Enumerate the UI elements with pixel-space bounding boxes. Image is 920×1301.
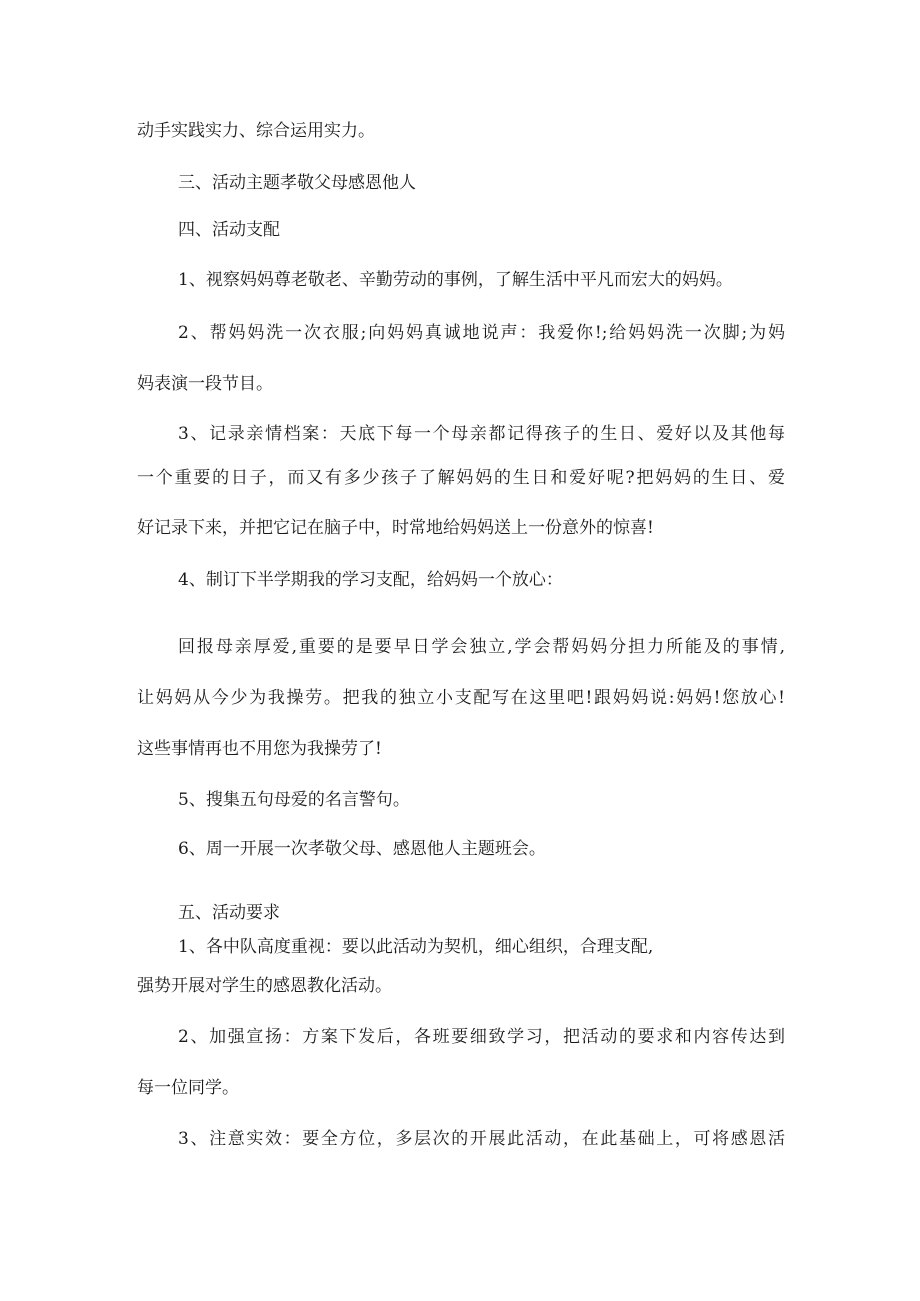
list-item: 5、搜集五句母爱的名言警句。 [178, 790, 410, 810]
paragraph-line: 让妈妈从今少为我操劳。把我的独立小支配写在这里吧!跟妈妈说:妈妈!您放心! [137, 688, 785, 708]
list-item: 3、注意实效：要全方位，多层次的开展此活动，在此基础上，可将感恩活 [178, 1129, 785, 1149]
paragraph-line: 一个重要的日子，而又有多少孩子了解妈妈的生日和爱好呢?把妈妈的生日、爱 [137, 468, 785, 488]
list-item: 2、加强宣扬：方案下发后，各班要细致学习，把活动的要求和内容传达到 [178, 1027, 785, 1047]
list-item: 6、周一开展一次孝敬父母、感恩他人主题班会。 [178, 839, 546, 859]
paragraph-line: 强势开展对学生的感恩教化活动。 [137, 976, 392, 996]
paragraph-line: 回报母亲厚爱,重要的是要早日学会独立,学会帮妈妈分担力所能及的事情, [178, 637, 785, 657]
paragraph-line: 每一位同学。 [137, 1078, 239, 1098]
list-item: 2、帮妈妈洗一次衣服;向妈妈真诚地说声：我爱你!;给妈妈洗一次脚;为妈 [178, 323, 785, 343]
paragraph-line: 妈表演一段节目。 [137, 374, 273, 394]
paragraph-line: 好记录下来，并把它记在脑子中，时常地给妈妈送上一份意外的惊喜! [137, 518, 654, 538]
section-heading-requirements: 五、活动要求 [178, 903, 280, 923]
list-item: 1、各中队高度重视：要以此活动为契机，细心组织，合理支配, [178, 937, 654, 957]
list-item: 4、制订下半学期我的学习支配，给妈妈一个放心： [178, 570, 563, 590]
section-heading-theme: 三、活动主题孝敬父母感恩他人 [178, 173, 416, 193]
list-item: 1、视察妈妈尊老敬老、辛勤劳动的事例，了解生活中平凡而宏大的妈妈。 [178, 270, 733, 290]
list-item: 3、记录亲情档案：天底下每一个母亲都记得孩子的生日、爱好以及其他每 [178, 424, 785, 444]
paragraph-line: 动手实践实力、综合运用实力。 [137, 121, 375, 141]
paragraph-line: 这些事情再也不用您为我操劳了! [137, 739, 382, 759]
section-heading-arrangement: 四、活动支配 [178, 220, 280, 240]
